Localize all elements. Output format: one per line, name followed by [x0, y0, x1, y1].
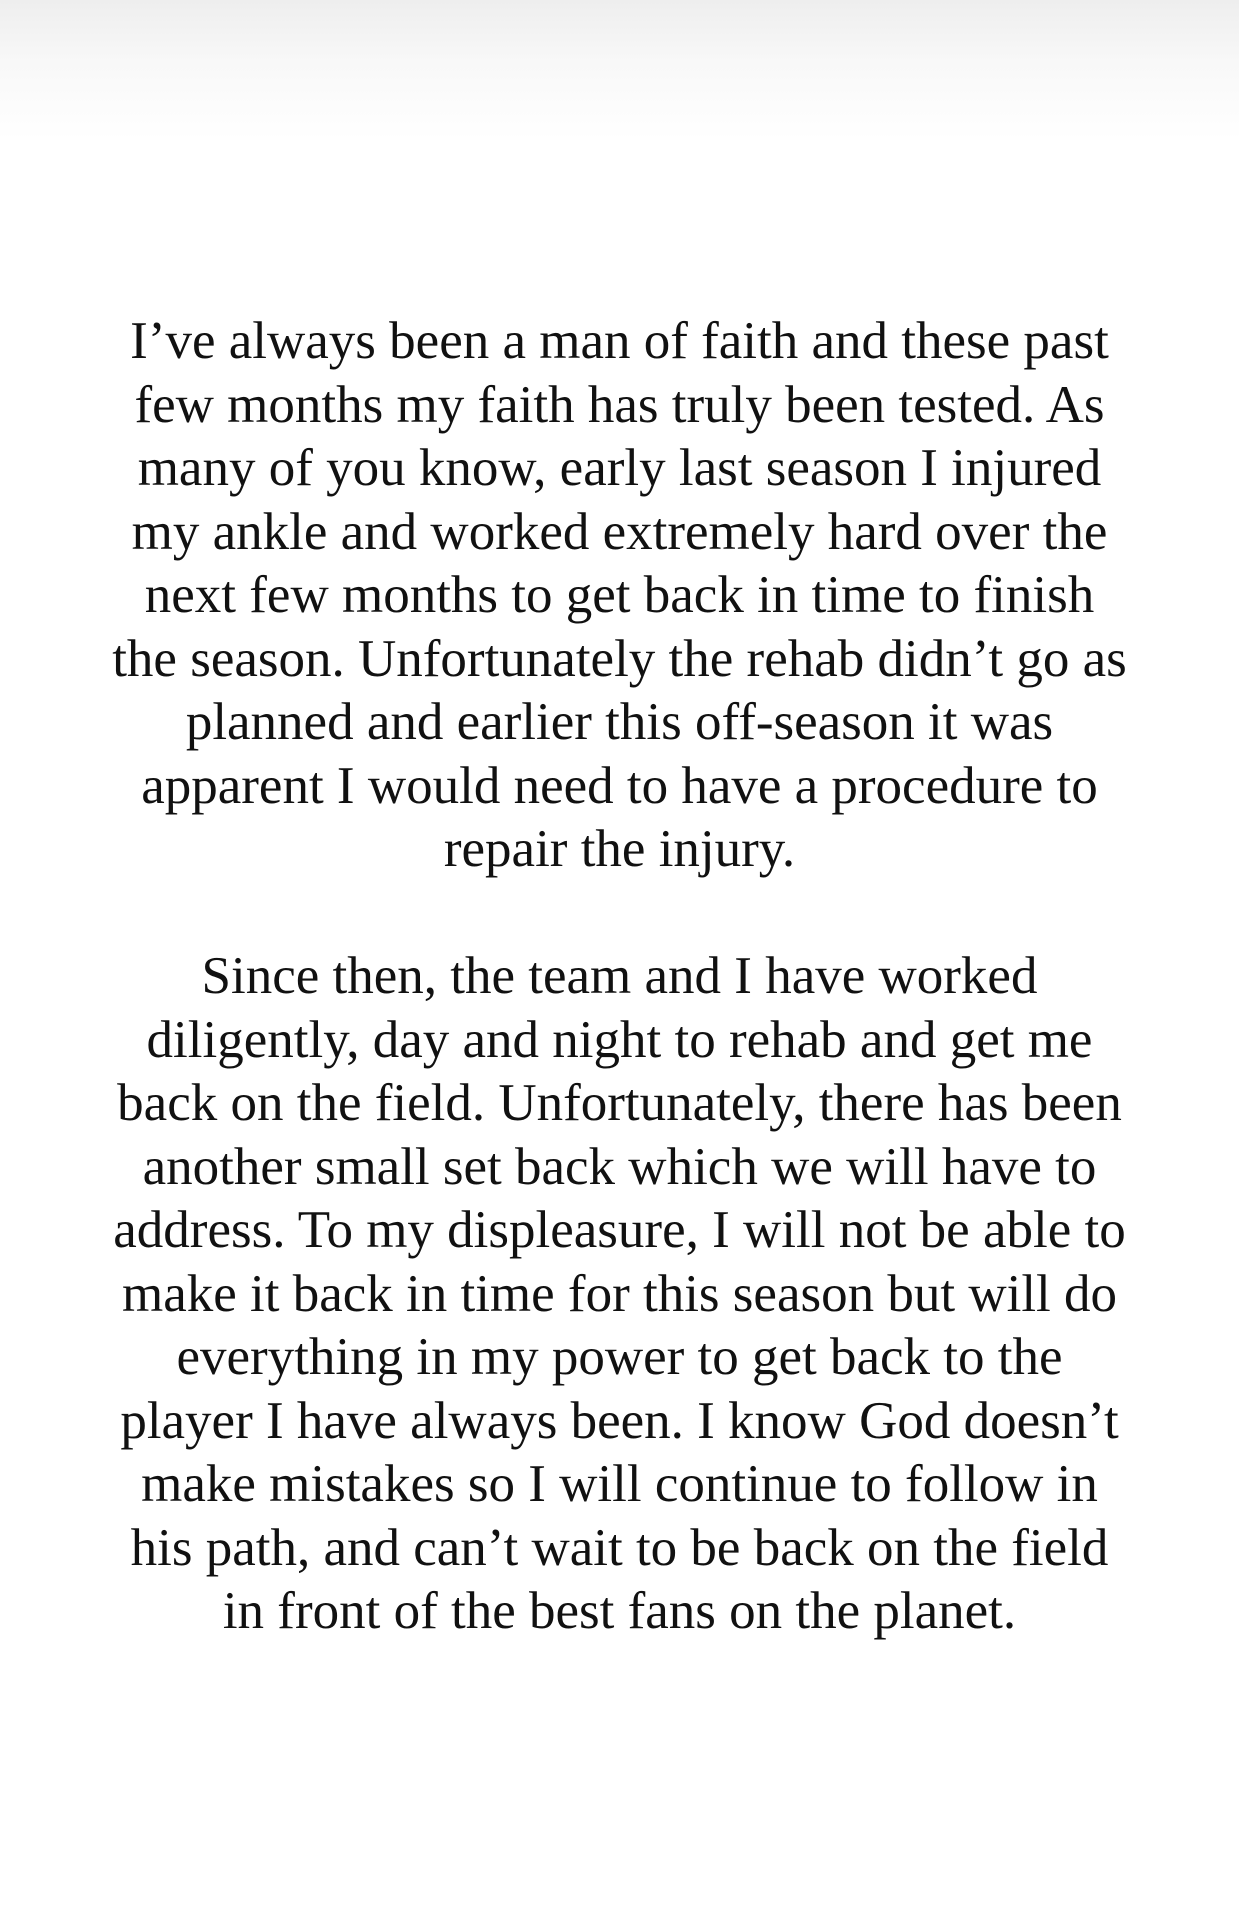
- text-line: apparent I would need to have a procedure to: [141, 756, 1098, 815]
- text-line: next few months to get back in time to finish: [144, 566, 1095, 624]
- text-line: my ankle and worked extremely hard over the: [131, 502, 1108, 561]
- text-line: player I have always been. I know God doesn’t: [120, 1391, 1119, 1450]
- text-line: everything in my power to get back to the: [176, 1328, 1063, 1386]
- text-line: make mistakes so I will continue to follow in: [141, 1455, 1098, 1513]
- text-line: many of you know, early last season I injured: [137, 439, 1102, 497]
- text-line: Since then, the team and I have worked: [201, 947, 1038, 1005]
- text-line: I’ve always been a man of faith and these past: [130, 312, 1109, 370]
- text-line: repair the injury.: [443, 820, 796, 878]
- paragraph-setback: [50, 945, 1189, 1644]
- top-gradient-overlay: [0, 0, 1239, 140]
- text-line: back on the field. Unfortunately, there has been: [117, 1074, 1122, 1132]
- text-line: planned and earlier this off-season it was: [185, 693, 1054, 751]
- text-line: address. To my displeasure, I will not be able to: [113, 1201, 1126, 1259]
- text-line: another small set back which we will have to: [142, 1137, 1097, 1196]
- text-line: in front of the best fans on the planet.: [222, 1582, 1017, 1640]
- text-line: make it back in time for this season but will do: [121, 1264, 1118, 1323]
- text-line: few months my faith has truly been tested. As: [134, 375, 1105, 434]
- paragraph-injury: [50, 310, 1189, 882]
- text-line: the season. Unfortunately the rehab didn’t go as: [112, 629, 1127, 688]
- statement-text: [50, 310, 1189, 1644]
- text-line: his path, and can’t wait to be back on the field: [130, 1518, 1109, 1577]
- text-line: diligently, day and night to rehab and get me: [146, 1010, 1093, 1069]
